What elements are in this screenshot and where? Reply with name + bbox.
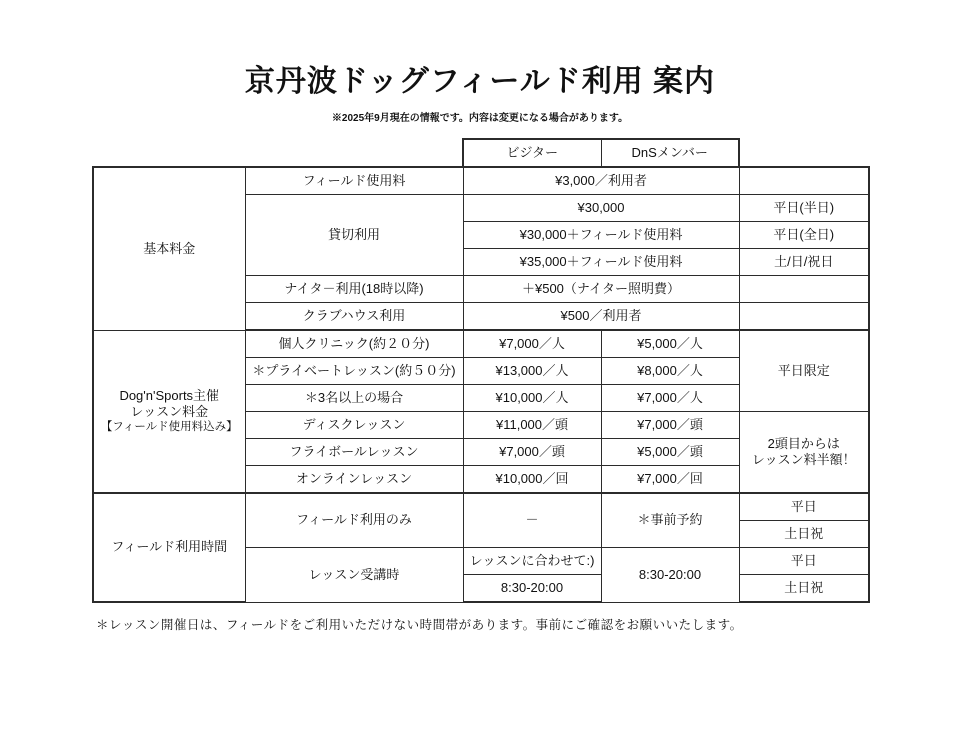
note-rental-weekend: 土/日/祝日 — [739, 249, 869, 276]
header-member: DnSメンバー — [601, 139, 739, 167]
header-blank-note — [739, 139, 869, 167]
table-row — [93, 167, 869, 195]
note-night-use — [739, 276, 869, 303]
value-disc-lesson-member: ¥7,000／頭 — [601, 412, 739, 439]
value-rental-weekend: ¥35,000＋フィールド使用料 — [463, 249, 739, 276]
value-private-lesson-visitor: ¥13,000／人 — [463, 358, 601, 385]
item-clubhouse: クラブハウス利用 — [245, 303, 463, 331]
value-rental-half-day: ¥30,000 — [463, 195, 739, 222]
pricing-table — [92, 138, 870, 603]
category-lesson-line-3: 【フィールド使用料込み】 — [100, 421, 238, 434]
value-private-clinic-member: ¥5,000／人 — [601, 330, 739, 358]
category-lesson-fee — [93, 330, 245, 493]
value-field-fee: ¥3,000／利用者 — [463, 167, 739, 195]
item-private-rental: 貸切利用 — [245, 195, 463, 276]
value-clubhouse: ¥500／利用者 — [463, 303, 739, 331]
page-subtitle: ※2025年9月現在の情報です。内容は変更になる場合があります。 — [331, 113, 629, 124]
value-lesson-visitor-note: レッスンに合わせて:) — [463, 548, 601, 575]
header-visitor: ビジター — [463, 139, 601, 167]
category-lesson-line-2: レッスン料金 — [130, 404, 209, 420]
value-three-or-more-member: ¥7,000／人 — [601, 385, 739, 412]
header-blank-left — [93, 139, 245, 167]
value-night-use: ＋¥500（ナイター照明費） — [463, 276, 739, 303]
note-clubhouse — [739, 303, 869, 331]
value-three-or-more-visitor: ¥10,000／人 — [463, 385, 601, 412]
value-rental-full-day: ¥30,000＋フィールド使用料 — [463, 222, 739, 249]
value-online-visitor: ¥10,000／回 — [463, 466, 601, 494]
note-lesson-weekend: 土日祝 — [739, 575, 869, 603]
table-row — [93, 330, 869, 358]
note-field-use-weekend: 土日祝 — [739, 521, 869, 548]
value-private-clinic-visitor: ¥7,000／人 — [463, 330, 601, 358]
note-second-dog-half — [739, 412, 869, 494]
value-flyball-member: ¥5,000／頭 — [601, 439, 739, 466]
value-private-lesson-member: ¥8,000／人 — [601, 358, 739, 385]
footnote: ＊レッスン開催日は、フィールドをご利用いただけない時間帯があります。事前にご確認をお願いいたします。 — [96, 618, 743, 632]
value-lesson-visitor-hours: 8:30-20:00 — [463, 575, 601, 603]
value-flyball-visitor: ¥7,000／頭 — [463, 439, 601, 466]
category-basic-fee: 基本料金 — [93, 167, 245, 330]
value-disc-lesson-visitor: ¥11,000／頭 — [463, 412, 601, 439]
category-lesson-line-1: Dog'n'Sports主催 — [119, 387, 220, 403]
item-lesson-attendance: レッスン受講時 — [245, 548, 463, 603]
category-field-hours: フィールド利用時間 — [93, 493, 245, 602]
item-field-use-only: フィールド利用のみ — [245, 493, 463, 548]
item-three-or-more: ＊3名以上の場合 — [245, 385, 463, 412]
item-disc-lesson: ディスクレッスン — [245, 412, 463, 439]
note-lesson-weekday: 平日 — [739, 548, 869, 575]
item-flyball-lesson: フライボールレッスン — [245, 439, 463, 466]
item-private-clinic: 個人クリニック(約２０分) — [245, 330, 463, 358]
value-online-member: ¥7,000／回 — [601, 466, 739, 494]
header-blank-item — [245, 139, 463, 167]
item-private-lesson: ＊プライベートレッスン(約５０分) — [245, 358, 463, 385]
note-weekday-only: 平日限定 — [739, 330, 869, 412]
note-field-use-weekday: 平日 — [739, 493, 869, 521]
value-field-use-only-visitor: － — [463, 493, 601, 548]
note-rental-half-day: 平日(半日) — [739, 195, 869, 222]
note-second-dog-line-1: 2頭目からは — [767, 435, 840, 451]
note-field-fee — [739, 167, 869, 195]
pricing-table-wrapper — [92, 138, 868, 603]
value-field-use-only-member: ＊事前予約 — [601, 493, 739, 548]
document-page — [0, 56, 960, 734]
item-field-fee: フィールド使用料 — [245, 167, 463, 195]
item-online-lesson: オンラインレッスン — [245, 466, 463, 494]
page-title: 京丹波ドッグフィールド利用 案内 — [244, 65, 716, 98]
item-night-use: ナイタ－利用(18時以降) — [245, 276, 463, 303]
table-header-row — [93, 139, 869, 167]
value-lesson-member-hours: 8:30-20:00 — [601, 548, 739, 603]
note-second-dog-line-2: レッスン料半額！ — [751, 452, 856, 467]
note-rental-full-day: 平日(全日) — [739, 222, 869, 249]
table-row — [93, 493, 869, 521]
